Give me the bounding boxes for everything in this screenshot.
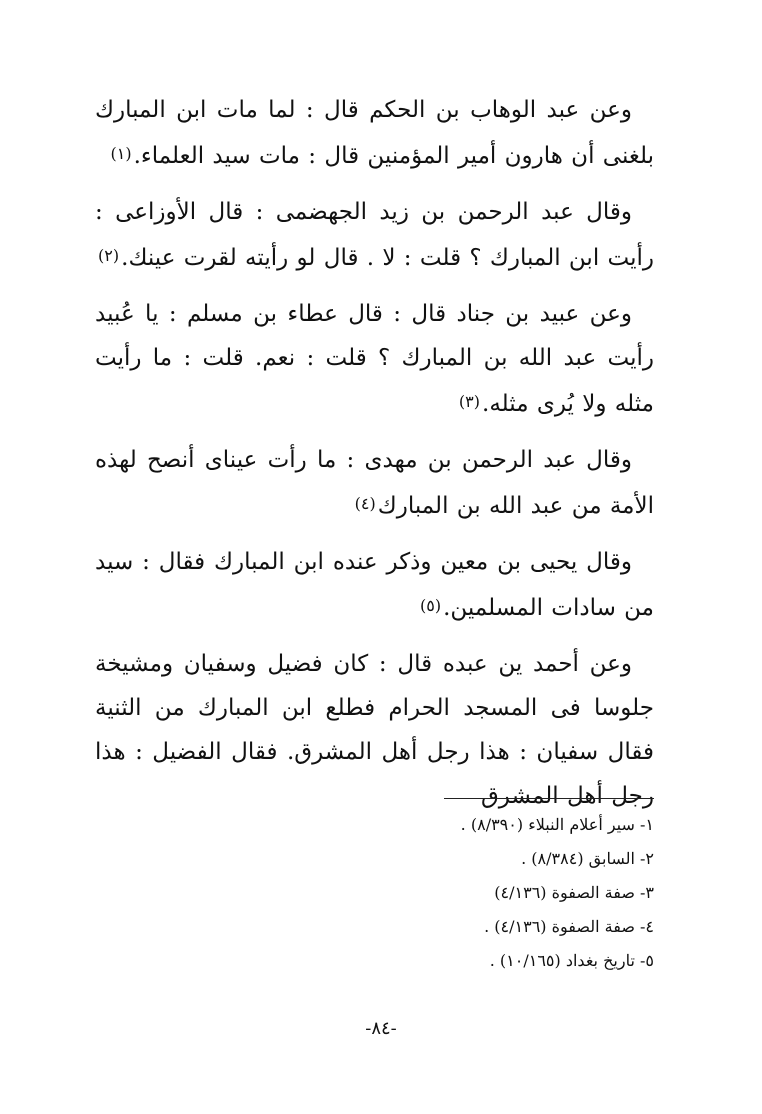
paragraph-text: وقال عبد الرحمن بن زيد الجهضمى : قال الأوزاعى : رأيت ابن المبارك ؟ قلت : لا . قال لو رأيته لقرت عينك. [95,199,654,271]
footnotes-list [95,808,654,978]
paragraph-text: وقال عبد الرحمن بن مهدى : ما رأت عيناى أنصح لهذه الأمة من عبد الله بن المبارك [95,447,654,519]
paragraph-text: وعن أحمد ين عبده قال : كان فضيل وسفيان ومشيخة جلوسا فى المسجد الحرام فطلع ابن المبارك من الثنية فقال سفيان : هذا رجل أهل المشرق. فقال الفضيل : هذا رجل أهل المشرق [95,651,654,809]
footnote-3: ٣- صفة الصفوة (٤/١٣٦) [494,883,654,902]
footnote-ref: (٢) [98,246,120,265]
paragraph-6 [95,642,654,818]
footnote-1: ١- سير أعلام النبلاء (٨/٣٩٠) . [460,815,654,834]
footnote-ref: (٣) [458,392,481,411]
paragraph-1 [95,88,654,178]
footnote-ref: (٥) [420,596,442,615]
footnote-4: ٤- صفة الصفوة (٤/١٣٦) . [484,917,654,936]
paragraph-4 [95,438,654,528]
page-number: -٨٤- [365,1018,397,1039]
footnote-5: ٥- تاريخ بغداد (١٠/١٦٥) . [489,951,654,970]
footnote-ref: (٤) [354,494,376,513]
footnote-ref: (١) [110,144,132,163]
paragraph-text: وعن عبد الوهاب بن الحكم قال : لما مات ابن المبارك بلغنى أن هارون أمير المؤمنين قال : مات سيد العلماء. [95,97,654,169]
paragraph-5 [95,540,654,630]
paragraph-text: وعن عبيد بن جناد قال : قال عطاء بن مسلم : يا عُبيد رأيت عبد الله بن المبارك ؟ قلت : نعم. قلت : ما رأيت مثله ولا يُرى مثله. [95,301,654,417]
footnote-2: ٢- السابق (٨/٣٨٤) . [521,849,654,868]
paragraph-text: وقال يحيى بن معين وذكر عنده ابن المبارك فقال : سيد من سادات المسلمين. [95,549,654,621]
footnote-divider [444,798,654,799]
paragraph-3 [95,292,654,426]
main-text [95,88,654,830]
paragraph-2 [95,190,654,280]
